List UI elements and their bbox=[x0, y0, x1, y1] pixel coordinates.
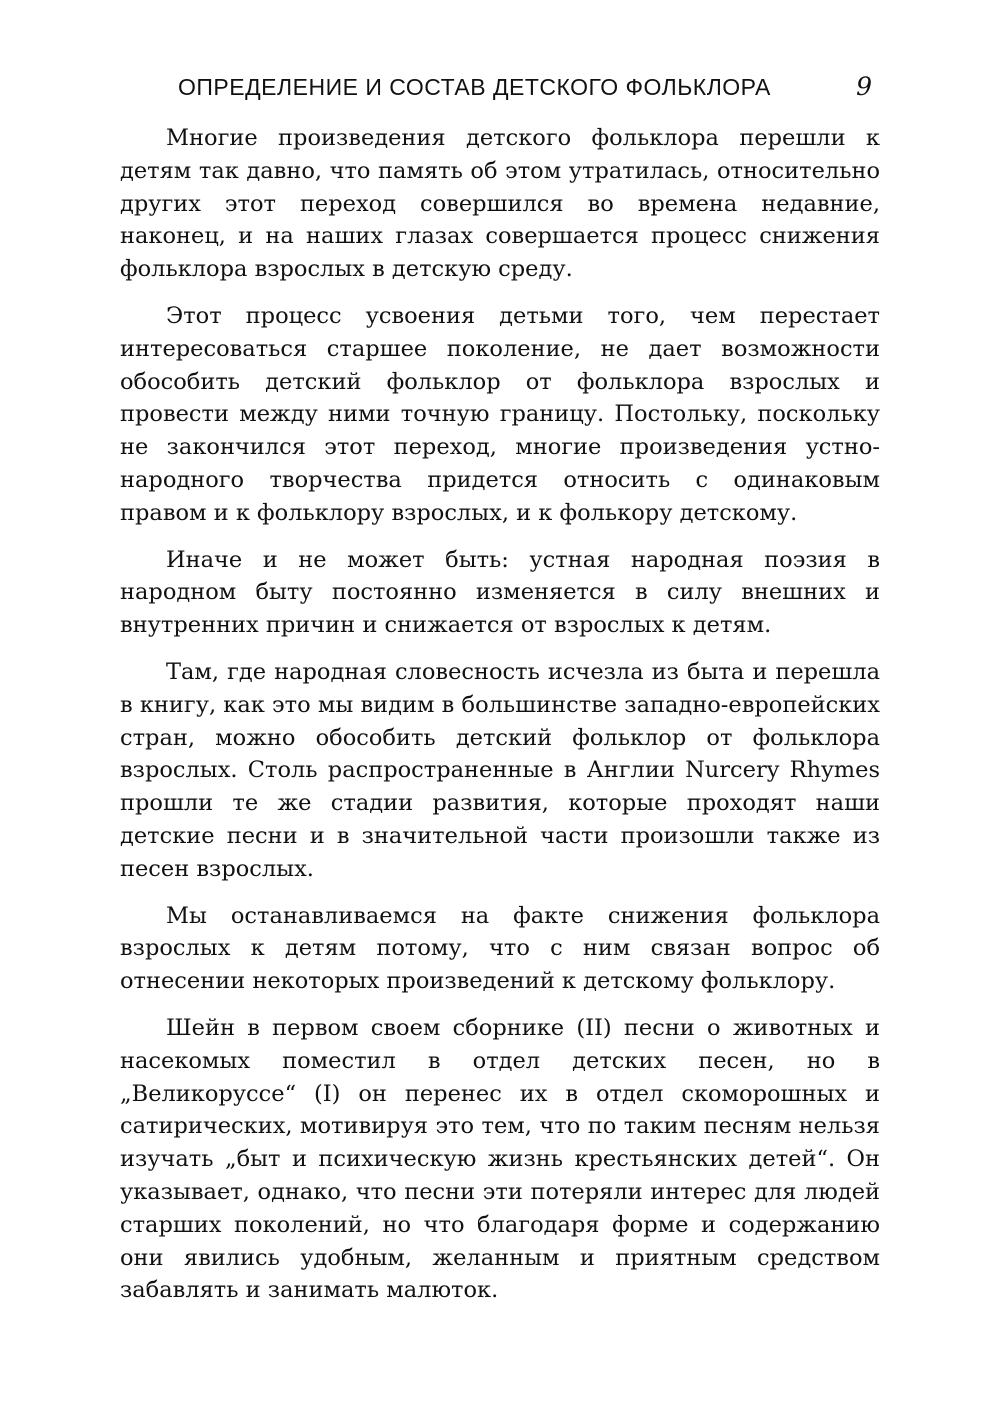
book-page bbox=[120, 70, 880, 1307]
paragraph: Там, где народная словесность исчезла из быта и перешла в книгу, как это мы видим в большинстве западно-европейских стран, можно обособить детский фольклор от фольклора взрослых. Столь распространенные в Англии Nurcery Rhymes прошли те же стадии развития, которые проходят наши детские песни и в значительной части произошли также из песен взрослых. bbox=[120, 658, 880, 882]
paragraph: Этот процесс усвоения детьми того, чем перестает интересоваться старшее поколение, не дает возможности обособить детский фольклор от фольклора взрослых и провести между ними точную границу. Постольку, поскольку не закончился этот переход, многие произведения устно-народного творчества придется относить с одинаковым правом и к фольклору взрослых, и к фолькору детскому. bbox=[120, 302, 880, 526]
body-text bbox=[120, 122, 880, 1307]
paragraph: Мы останавливаемся на факте снижения фольклора взрослых к детям потому, что с ним связан вопрос об отнесении некоторых произведений к детскому фольклору. bbox=[120, 902, 880, 995]
page-number: 9 bbox=[856, 72, 872, 101]
page-header bbox=[120, 70, 880, 110]
paragraph: Шейн в первом своем сборнике (II) песни о животных и насекомых поместил в отдел детских песен, но в „Великоруссе“ (I) он перенес их в отдел скоморошных и сатирических, мотивируя это тем, что по таким песням нельзя изучать „быт и психическую жизнь крестьянских детей“. Он указывает, однако, что песни эти потеряли интерес для людей старших поколений, но что благодаря форме и содержанию они явились удобным, желанным и приятным средством забавлять и занимать малюток. bbox=[120, 1014, 880, 1304]
running-title: ОПРЕДЕЛЕНИЕ И СОСТАВ ДЕТСКОГО ФОЛЬКЛОРА bbox=[178, 74, 771, 100]
paragraph: Иначе и не может быть: устная народная поэзия в народном быту постоянно изменяется в силу внешних и внутренних причин и снижается от взрослых к детям. bbox=[120, 546, 880, 639]
paragraph: Многие произведения детского фольклора перешли к детям так давно, что память об этом утратилась, относительно других этот переход совершился во времена недавние, наконец, и на наших глазах совершается процесс снижения фольклора взрослых в детскую среду. bbox=[120, 125, 880, 283]
